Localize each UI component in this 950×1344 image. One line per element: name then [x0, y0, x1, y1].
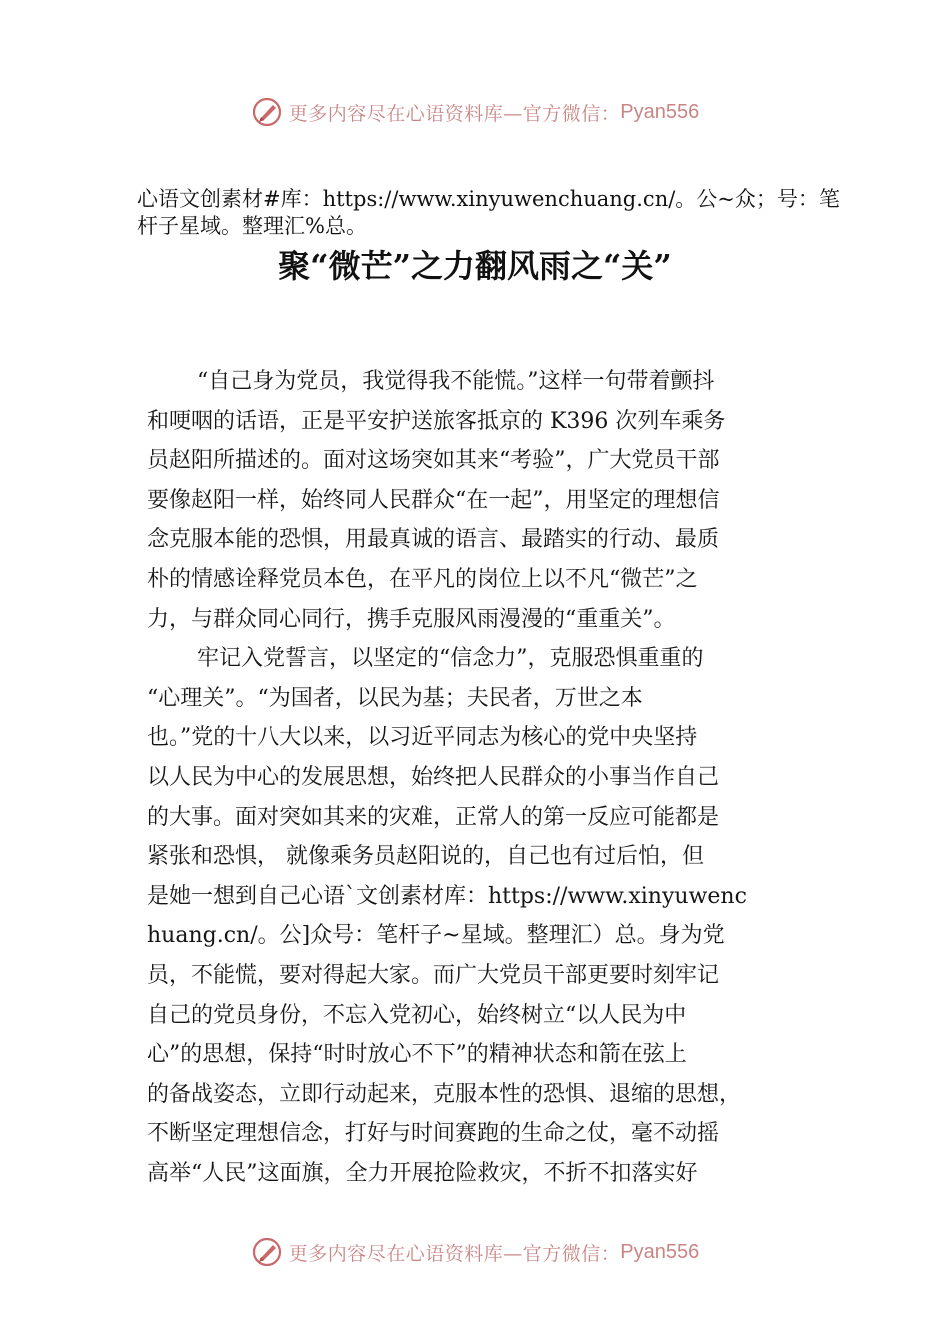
article-title: 聚“微芒”之力翻风雨之“关” [278, 247, 672, 285]
text-line: 心”的思想，保持“时时放心不下”的精神状态和箭在弦上 [147, 1042, 687, 1068]
header-note: 心语文创素材#库：https://www.xinyuwenchuang.cn/。公~众；号：笔杆子星域。整理汇%总。 [137, 187, 840, 238]
text-line: 也。”党的十八大以来，以习近平同志为核心的党中央坚持 [147, 725, 698, 751]
text-line: 朴的情感诠释党员本色，在平凡的岗位上以不凡“微芒”之 [147, 566, 698, 592]
text-line: 高举“人民”这面旗，全力开展抢险救灾，不折不扣落实好 [147, 1160, 698, 1186]
footer-banner [0, 1232, 950, 1272]
pen-logo-icon [251, 96, 283, 128]
text-line: 紧张和恐惧， 就像乘务员赵阳说的，自己也有过后怕，但 [147, 844, 704, 870]
header-banner [0, 92, 950, 132]
text-line: 的备战姿态，立即行动起来，克服本性的恐惧、退缩的思想， [147, 1081, 742, 1107]
text-line: huang.cn/。公]众号：笔杆子~星域。整理汇）总。身为党 [147, 923, 725, 949]
text-line: 和哽咽的话语，正是平安护送旅客抵京的 K396 次列车乘务 [147, 408, 726, 434]
text-line: 自己的党员身份，不忘入党初心，始终树立“以人民为中 [147, 1002, 687, 1028]
text-line: 牢记入党誓言，以坚定的“信念力”，克服恐惧重重的 [197, 646, 704, 672]
text-line: “心理关”。“为国者，以民为基；夫民者，万世之本 [147, 685, 643, 711]
pen-logo-icon [251, 1236, 283, 1268]
text-line: 员赵阳所描述的。面对这场突如其来“考验”，广大党员干部 [147, 448, 720, 474]
text-line: 是她一想到自己心语`文创素材库：https://www.xinyuwenc [147, 883, 747, 909]
banner-text: 更多内容尽在心语资料库—官方微信： [288, 1242, 621, 1265]
text-line: 员，不能慌，要对得起大家。而广大党员干部更要时刻牢记 [147, 962, 720, 988]
banner-wechat-id: Pyan556 [620, 100, 700, 123]
text-line: 念克服本能的恐惧，用最真诚的语言、最踏实的行动、最质 [147, 527, 720, 553]
text-line: 要像赵阳一样，始终同人民群众“在一起”，用坚定的理想信 [147, 487, 720, 513]
text-line: 的大事。面对突如其来的灾难，正常人的第一反应可能都是 [147, 804, 720, 830]
article-body [147, 362, 827, 1193]
text-line: 以人民为中心的发展思想，始终把人民群众的小事当作自己 [147, 764, 720, 790]
banner-wechat-id: Pyan556 [620, 1240, 700, 1263]
text-line: 力，与群众同心同行，携手克服风雨漫漫的“重重关”。 [147, 606, 676, 632]
banner-text: 更多内容尽在心语资料库—官方微信： [288, 102, 621, 125]
text-line: 不断坚定理想信念，打好与时间赛跑的生命之仗，毫不动摇 [147, 1121, 720, 1147]
text-line: “自己身为党员，我觉得我不能慌。”这样一句带着颤抖 [197, 369, 715, 394]
